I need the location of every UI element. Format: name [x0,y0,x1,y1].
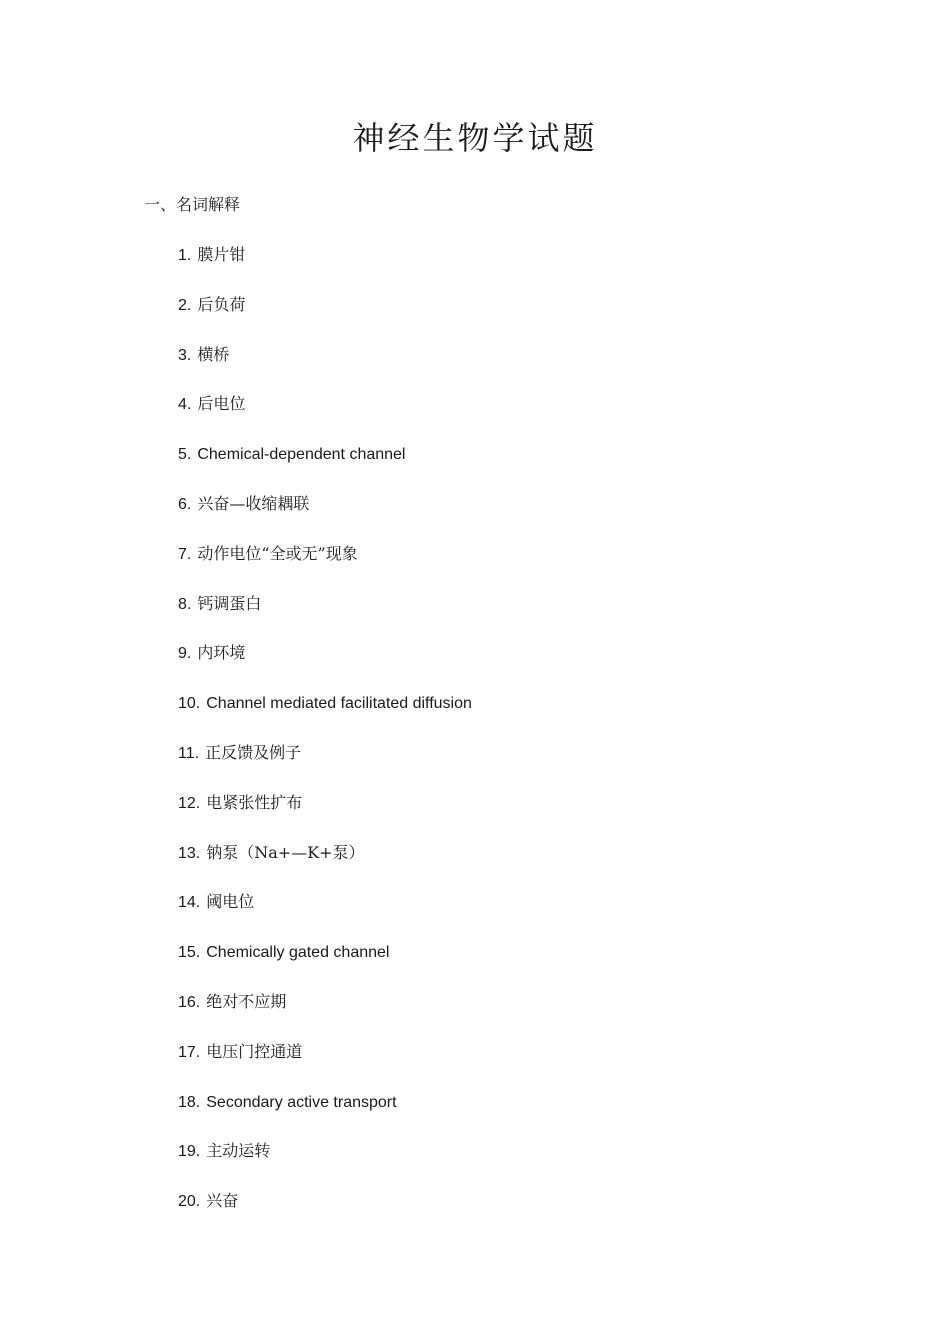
list-item [178,344,472,394]
list-item [178,941,472,991]
list-item [178,294,472,344]
item-term: 主动运转 [206,1141,271,1161]
section-heading: 一、名词解释 [144,195,241,214]
list-item [178,493,472,543]
list-item [178,393,472,443]
list-item [178,991,472,1041]
item-term: 正反馈及例子 [205,742,302,762]
list-item [178,842,472,892]
item-number: 2. [178,296,192,314]
item-number: 19. [178,1143,201,1161]
item-term: 内环境 [197,643,246,663]
item-term: 兴奋—收缩耦联 [197,493,310,513]
item-number: 7. [178,545,192,563]
item-number: 20. [178,1193,201,1211]
item-term: Chemical-dependent channel [197,446,406,464]
item-number: 6. [178,495,192,513]
document-title: 神经生物学试题 [352,119,598,157]
term-list [178,244,472,1240]
item-term: 兴奋 [206,1191,239,1211]
list-item [178,891,472,941]
item-number: 11. [178,744,200,762]
item-number: 18. [178,1093,201,1111]
item-number: 16. [178,993,201,1011]
list-item [178,244,472,294]
list-item [178,642,472,692]
item-number: 1. [178,247,192,264]
list-item [178,443,472,493]
list-item [178,1190,472,1240]
item-number: 5. [178,446,192,464]
item-term: 横桥 [197,344,230,364]
item-number: 8. [178,595,192,613]
item-number: 15. [178,944,201,962]
item-number: 14. [178,894,201,912]
item-term: Secondary active transport [206,1093,397,1111]
item-number: 4. [178,396,192,414]
item-term: 后负荷 [197,294,246,314]
item-term: 阈电位 [206,892,255,912]
item-term: Chemically gated channel [206,944,390,962]
item-number: 13. [178,844,201,862]
list-item [178,1091,472,1141]
item-number: 3. [178,346,192,364]
list-item [178,742,472,792]
item-term: Channel mediated facilitated diffusion [206,695,472,713]
list-item [178,1041,472,1091]
item-term: 钠泵（Na+—K+泵） [206,842,365,862]
item-term: 膜片钳 [197,245,246,264]
list-item [178,792,472,842]
item-term: 电压门控通道 [206,1041,303,1061]
item-term: 钙调蛋白 [197,593,262,613]
item-term: 后电位 [197,394,246,414]
list-item [178,543,472,593]
item-number: 10. [178,695,201,713]
list-item [178,1140,472,1190]
item-term: 电紧张性扩布 [206,792,303,812]
item-number: 17. [178,1043,201,1061]
item-number: 9. [178,645,192,663]
item-term: 动作电位“全或无”现象 [197,543,358,563]
item-number: 12. [178,794,201,812]
list-item [178,692,472,742]
list-item [178,593,472,643]
item-term: 绝对不应期 [206,991,287,1011]
